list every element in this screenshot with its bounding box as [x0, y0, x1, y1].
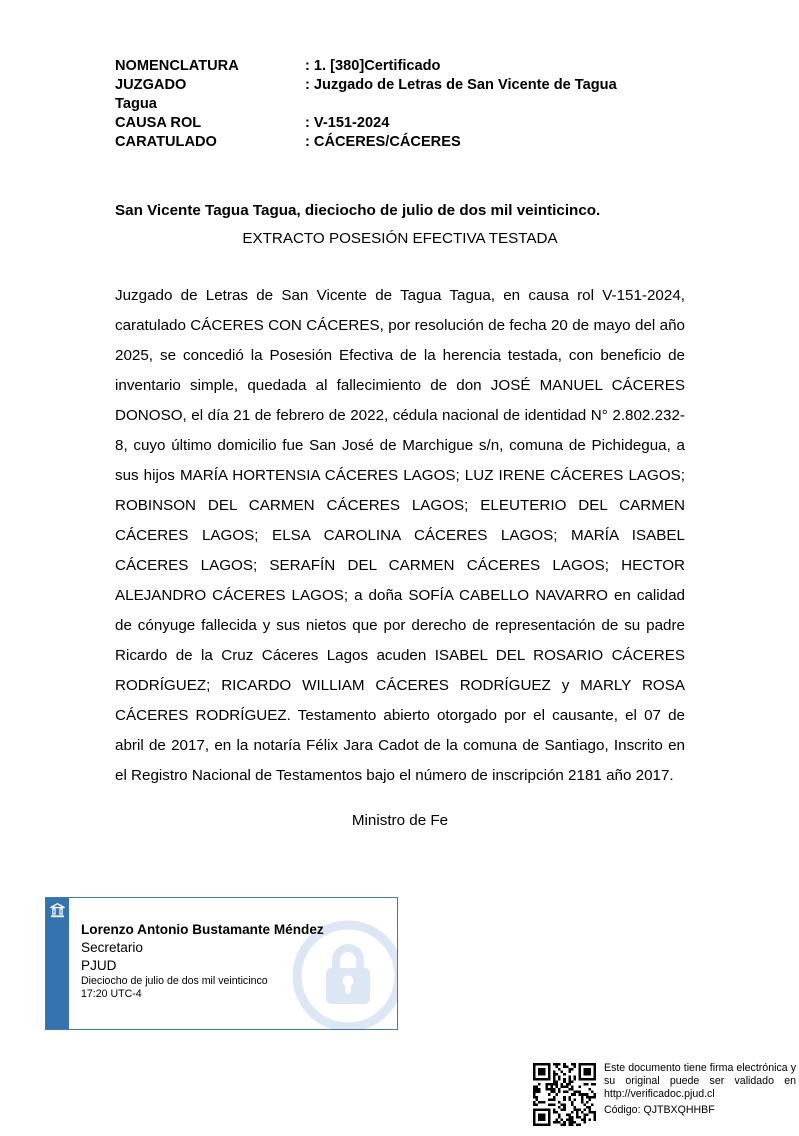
meta-row-caratulado — [115, 133, 690, 152]
meta-label: Tagua — [115, 96, 157, 112]
signer-org: PJUD — [81, 958, 117, 973]
signer-role: Secretario — [81, 940, 143, 955]
meta-row-causa-rol — [115, 114, 690, 133]
qr-code — [533, 1063, 596, 1126]
meta-label: CARATULADO — [115, 134, 217, 150]
meta-value: : V-151-2024 — [305, 115, 390, 131]
meta-label: JUZGADO — [115, 77, 187, 93]
signature-date: Dieciocho de julio de dos mil veinticinco — [81, 975, 268, 987]
meta-row-nomenclatura — [115, 57, 690, 76]
meta-label: NOMENCLATURA — [115, 58, 239, 74]
signature-time: 17:20 UTC-4 — [81, 987, 142, 1000]
signature-stamp — [45, 897, 398, 1030]
meta-value: : 1. [380]Certificado — [305, 58, 441, 74]
signer-name: Lorenzo Antonio Bustamante Méndez — [81, 922, 324, 937]
signature-details — [81, 920, 331, 1000]
verification-code: Código: QJTBXQHHBF — [604, 1104, 715, 1116]
meta-value: : CÁCERES/CÁCERES — [305, 134, 461, 150]
meta-value — [305, 95, 690, 114]
page-title: EXTRACTO POSESIÓN EFECTIVA TESTADA — [242, 230, 558, 247]
closing-line: Ministro de Fe — [351, 812, 449, 829]
meta-row-juzgado — [115, 76, 690, 95]
header-meta-block — [115, 57, 690, 152]
verification-text: Este documento tiene firma electrónica y su original puede ser validado en http://verificadoc.pjud.cl — [604, 1062, 796, 1100]
body-paragraph: Juzgado de Letras de San Vicente de Tagua Tagua, en causa rol V-151-2024, caratulado CÁCERES CON CÁCERES, por resolución de fecha 20 de mayo del año 2025, se concedió la Posesión Efectiva de la herencia testada, con beneficio de inventario simple, quedada al fallecimiento de don JOSÉ MANUEL CÁCERES DONOSO, el día 21 de febrero de 2022, cédula nacional de identidad N° 2.802.232-8, cuyo último domicilio fue San José de Marchigue s/n, comuna de Pichidegua, a sus hijos MARÍA HORTENSIA CÁCERES LAGOS; LUZ IRENE CÁCERES LAGOS; ROBINSON DEL CARMEN CÁCERES LAGOS; ELEUTERIO DEL CARMEN CÁCERES LAGOS; ELSA CAROLINA CÁCERES LAGOS; MARÍA ISABEL CÁCERES LAGOS; SERAFÍN DEL CARMEN CÁCERES LAGOS; HECTOR ALEJANDRO CÁCERES LAGOS; a doña SOFÍA CABELLO NAVARRO en calidad de cónyuge fallecida y sus nietos que por derecho de representación de su padre Ricardo de la Cruz Cáceres Lagos acuden ISABEL DEL ROSARIO CÁCERES RODRÍGUEZ; RICARDO WILLIAM CÁCERES RODRÍGUEZ y MARLY ROSA CÁCERES RODRÍGUEZ. Testamento abierto otorgado por el causante, el 07 de abril de 2017, en la notaría Félix Jara Cadot de la comuna de Santiago, Inscrito en el Registro Nacional de Testamentos bajo el número de inscripción 2181 año 2017. — [115, 287, 685, 784]
date-line: San Vicente Tagua Tagua, dieciocho de julio de dos mil veinticinco. — [115, 202, 601, 219]
meta-label: CAUSA ROL — [115, 115, 202, 131]
meta-row-juzgado-wrap — [115, 95, 690, 114]
signature-accent-bar — [46, 898, 69, 1029]
meta-value: : Juzgado de Letras de San Vicente de Tagua — [305, 77, 617, 93]
